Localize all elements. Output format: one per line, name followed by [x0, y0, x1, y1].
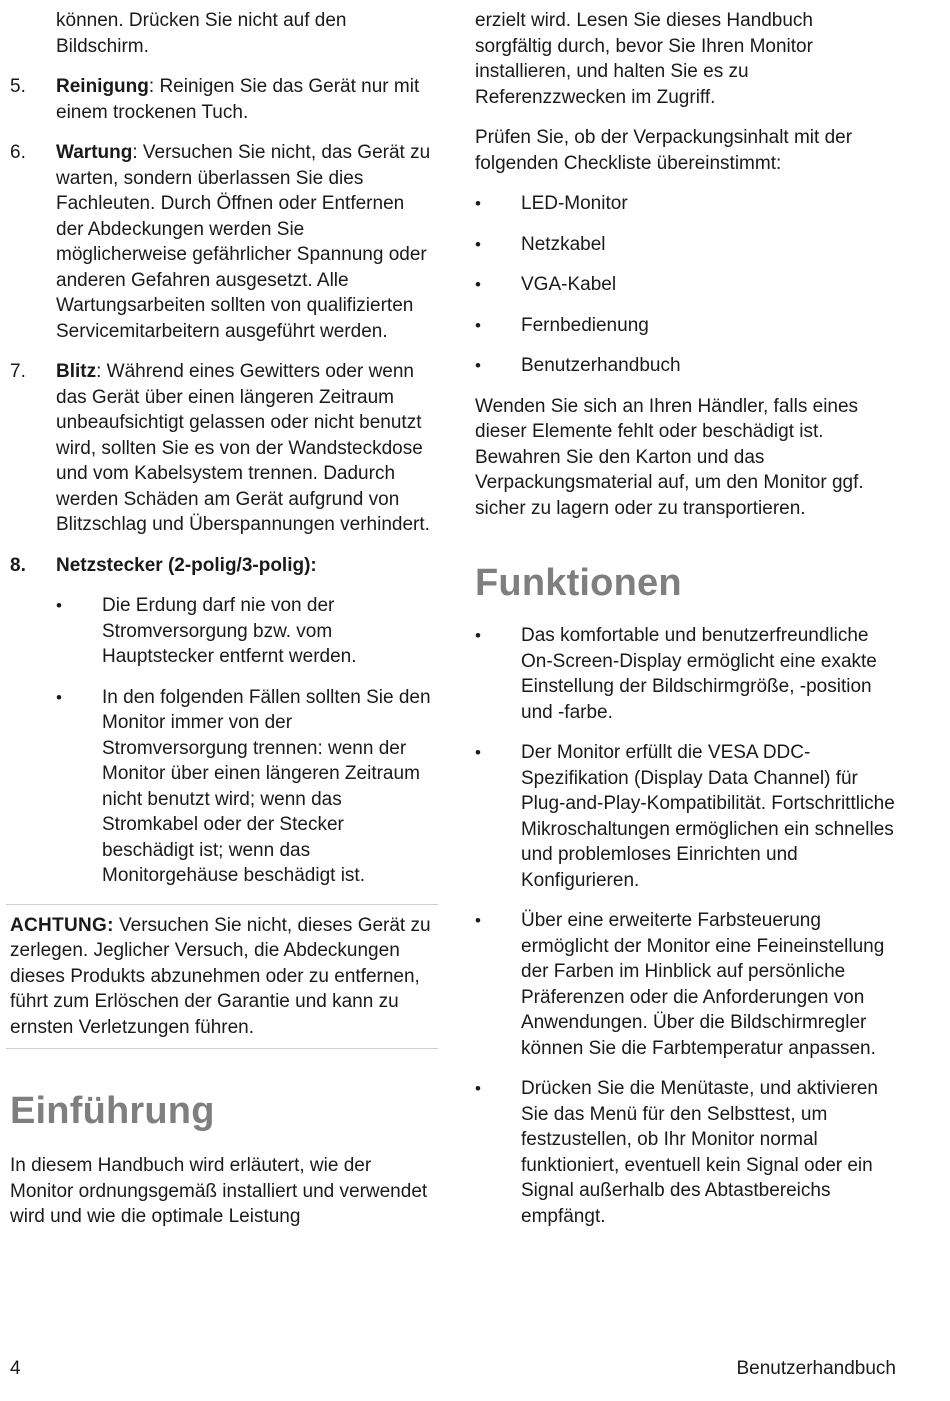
feature-text: Drücken Sie die Menütaste, und aktivieren Sie das Menü für den Selbsttest, um festzustellen, ob Ihr Monitor normal funktioniert, eventuell kein Signal oder ein Signal außerhalb des Abtastbereichs empfängt. — [521, 1078, 878, 1227]
item-text: können. Drücken Sie nicht auf den Bildschirm. — [56, 10, 347, 57]
sub-bullet-item — [56, 593, 434, 670]
sub-bullet-item — [56, 685, 434, 889]
checklist-text: VGA-Kabel — [521, 274, 617, 295]
checklist-item — [475, 232, 895, 258]
bullet-icon: • — [475, 275, 481, 294]
feature-item — [475, 623, 895, 725]
checklist-item — [475, 353, 895, 379]
page-number: 4 — [10, 1358, 21, 1379]
bullet-text: In den folgenden Fällen sollten Sie den Monitor immer von der Stromversorgung trennen: wenn der Monitor über einen längeren Zeitraum nicht benutzt wird; wenn das Stromkabel oder der Stecker beschädigt ist; wenn das Monitorgehäuse beschädigt ist. — [102, 686, 431, 886]
bullet-icon: • — [475, 743, 481, 762]
divider — [6, 1048, 438, 1049]
warning-label: ACHTUNG: — [10, 914, 114, 936]
item-text: : Versuchen Sie nicht, das Gerät zu warten, sondern überlassen Sie dies Fachleuten. Durch Öffnen oder Entfernen der Abdeckungen werden Sie möglicherweise gefährlicher Spannung oder anderen Gefahren ausgesetzt. Alle Wartungsarbeiten sollten von qualifizierten Servicemitarbeitern ausgeführt werden. — [56, 142, 431, 342]
checklist-item — [475, 313, 895, 339]
checklist-item — [475, 272, 895, 298]
right-column — [475, 8, 895, 1244]
checklist-outro: Wenden Sie sich an Ihren Händler, falls eines dieser Elemente fehlt oder beschädigt ist. Bewahren Sie den Karton und das Verpackungsmaterial auf, um den Monitor ggf. sicher zu lagern oder zu transportieren. — [475, 395, 864, 519]
footer-document-title: Benutzerhandbuch — [736, 1358, 896, 1379]
warning-box — [10, 905, 434, 1049]
item-text: : Reinigen Sie das Gerät nur mit einem trockenen Tuch. — [56, 76, 420, 123]
bullet-icon: • — [475, 1079, 481, 1098]
section-heading-features: Funktionen — [475, 562, 682, 604]
bullet-icon: • — [475, 356, 481, 375]
bullet-icon: • — [475, 911, 481, 930]
item-number: 7. — [10, 361, 26, 382]
list-item-cleaning — [10, 74, 434, 125]
item-number: 8. — [10, 554, 26, 576]
checklist-text: Benutzerhandbuch — [521, 355, 681, 376]
checklist-intro: Prüfen Sie, ob der Verpackungsinhalt mit der folgenden Checkliste übereinstimmt: — [475, 127, 853, 174]
list-item-power-plug — [10, 553, 434, 579]
intro-continuation: erzielt wird. Lesen Sie dieses Handbuch sorgfältig durch, bevor Sie Ihren Monitor installieren, und halten Sie es zu Referenzzwecken im Zugriff. — [475, 10, 813, 108]
item-number: 5. — [10, 76, 26, 97]
item-number: 6. — [10, 142, 26, 163]
list-item-continuation — [10, 8, 434, 59]
feature-text: Das komfortable und benutzerfreundliche On-Screen-Display ermöglicht eine exakte Einstellung der Bildschirmgröße, -position und -farbe. — [521, 625, 877, 723]
feature-item — [475, 1076, 895, 1229]
list-item-lightning — [10, 359, 434, 538]
checklist-text: Netzkabel — [521, 233, 606, 255]
left-column — [10, 8, 434, 1230]
checklist-text: Fernbedienung — [521, 314, 649, 336]
bullet-icon: • — [475, 234, 481, 254]
list-item-maintenance — [10, 140, 434, 344]
feature-text: Über eine erweiterte Farbsteuerung ermöglicht der Monitor eine Feineinstellung der Farben im Hinblick auf persönliche Präferenzen oder die Anforderungen von Anwendungen. Über die Bildschirmregler können Sie die Farbtemperatur anpassen. — [521, 910, 885, 1059]
feature-text: Der Monitor erfüllt die VESA DDC-Spezifikation (Display Data Channel) für Plug-and-Play-Kompatibilität. Fortschrittliche Mikroschaltungen ermöglichen ein schnelles und problemloses Einrichten und Konfigurieren. — [521, 742, 895, 891]
bullet-icon: • — [56, 687, 62, 707]
feature-item — [475, 740, 895, 893]
checklist-text: LED-Monitor — [521, 193, 628, 214]
checklist-item — [475, 191, 895, 217]
section-heading-introduction: Einführung — [10, 1090, 215, 1132]
section-paragraph: In diesem Handbuch wird erläutert, wie der Monitor ordnungsgemäß installiert und verwendet wird und wie die optimale Leistung — [10, 1155, 428, 1227]
bullet-icon: • — [475, 194, 481, 213]
bullet-icon: • — [475, 315, 481, 335]
item-term: Reinigung — [56, 76, 149, 97]
item-term: Blitz — [56, 361, 97, 382]
feature-item — [475, 908, 895, 1061]
bullet-icon: • — [475, 626, 481, 645]
warning-text: Versuchen Sie nicht, dieses Gerät zu zerlegen. Jeglicher Versuch, die Abdeckungen dieses Produkts abzunehmen oder zu entfernen, führt zum Erlöschen der Garantie und kann zu ernsten Verletzungen führen. — [10, 914, 431, 1038]
item-term: Netzstecker (2-polig/3-polig): — [56, 554, 317, 576]
item-term: Wartung — [56, 142, 133, 163]
bullet-text: Die Erdung darf nie von der Stromversorgung bzw. vom Hauptstecker entfernt werden. — [102, 595, 357, 667]
item-text: : Während eines Gewitters oder wenn das Gerät über einen längeren Zeitraum unbeaufsichtigt gelassen oder nicht benutzt wird, sollten Sie es von der Wandsteckdose und vom Kabelsystem trennen. Dadurch werden Schäden am Gerät aufgrund von Blitzschlag und Überspannungen verhindert. — [56, 361, 430, 535]
bullet-icon: • — [56, 596, 62, 615]
